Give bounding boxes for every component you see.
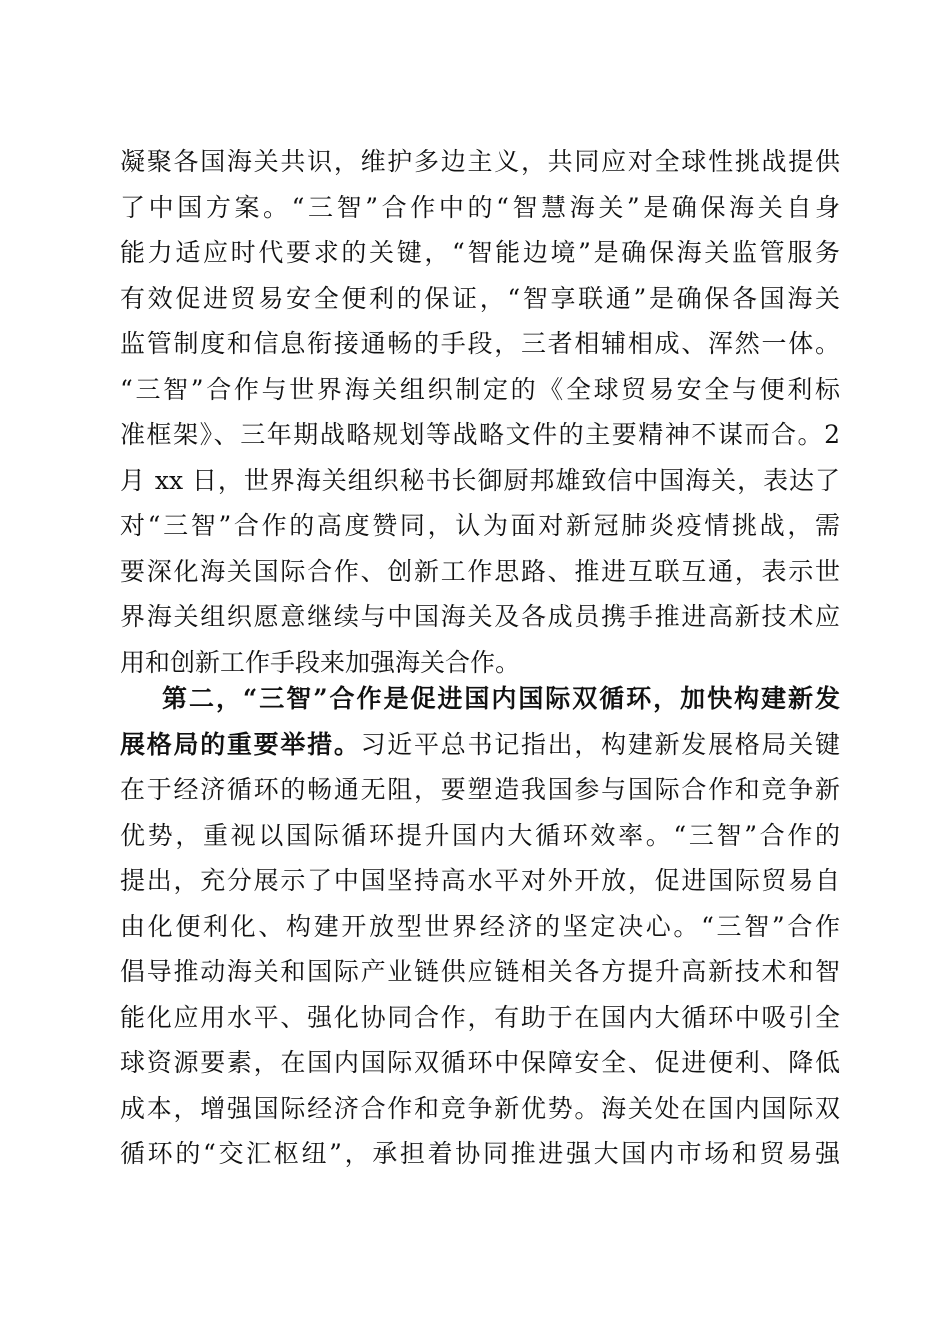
paragraph-1 [120,139,840,685]
paragraph-line: 月 xx 日，世界海关组织秘书长御厨邦雄致信中国海关，表达了 [120,465,840,495]
paragraph-line: 倡导推动海关和国际产业链供应链相关各方提升高新技术和智 [120,957,840,986]
paragraph-line: 球资源要素，在国内国际双循环中保障安全、促进便利、降低 [120,1048,840,1077]
paragraph-line: 有效促进贸易安全便利的保证，“智享联通”是确保各国海关 [120,283,840,313]
paragraph-line: 提出，充分展示了中国坚持高水平对外开放，促进国际贸易自 [120,866,840,895]
paragraph-line: 由化便利化、构建开放型世界经济的坚定决心。“三智”合作 [120,911,840,941]
section-heading-line: 第二，“三智”合作是促进国内国际双循环，加快构建新发 [162,684,840,713]
paragraph-line: 用和创新工作手段来加强海关合作。 [120,647,521,677]
paragraph-line: 成本，增强国际经济合作和竞争新优势。海关处在国内国际双 [120,1093,840,1123]
paragraph-line: 准框架》、三年期战略规划等战略文件的主要精神不谋而合。2 [120,420,840,449]
paragraph-line: 优势，重视以国际循环提升国内大循环效率。“三智”合作的 [120,820,840,850]
paragraph-line [120,722,840,768]
paragraph-line: 循环的“交汇枢纽”，承担着协同推进强大国内市场和贸易强 [120,1139,840,1168]
paragraph-text: 习近平总书记指出，构建新发展格局关键 [360,729,840,759]
paragraph-line: 凝聚各国海关共识，维护多边主义，共同应对全球性挑战提供 [120,147,840,176]
section-heading-end: 展格局的重要举措。 [120,729,361,759]
paragraph-line: “三智”合作与世界海关组织制定的《全球贸易安全与便利标 [120,374,840,404]
paragraph-line: 监管制度和信息衔接通畅的手段，三者相辅相成、浑然一体。 [120,329,840,358]
paragraph-line: 在于经济循环的畅通无阻，要塑造我国参与国际合作和竞争新 [120,775,840,804]
paragraph-line: 对“三智”合作的高度赞同，认为面对新冠肺炎疫情挑战，需 [120,511,840,540]
paragraph-line: 界海关组织愿意继续与中国海关及各成员携手推进高新技术应 [120,602,840,631]
paragraph-line: 能化应用水平、强化协同合作，有助于在国内大循环中吸引全 [120,1002,840,1032]
paragraph-2 [120,676,840,1177]
paragraph-line: 了中国方案。“三智”合作中的“智慧海关”是确保海关自身 [120,192,840,222]
paragraph-line: 能力适应时代要求的关键，“智能边境”是确保海关监管服务 [120,238,840,267]
paragraph-line: 要深化海关国际合作、创新工作思路、推进互联互通，表示世 [120,556,840,586]
